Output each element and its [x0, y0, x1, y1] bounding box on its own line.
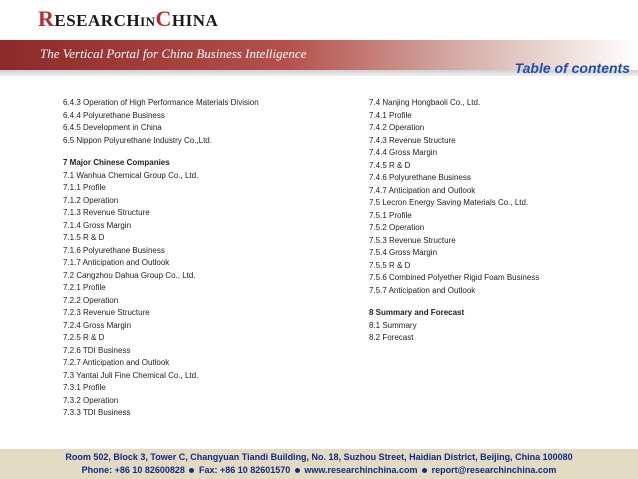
- toc-entry[interactable]: 7.4.4 Gross Margin: [369, 148, 438, 157]
- toc-entry[interactable]: 7.1.2 Operation: [63, 195, 119, 205]
- toc-entry[interactable]: 7.4.5 R & D: [369, 160, 411, 170]
- toc-entry[interactable]: 7.2.6 TDI Business: [63, 345, 131, 355]
- logo-word-in: IN: [140, 14, 156, 29]
- toc-entry[interactable]: 7.5.2 Operation: [369, 223, 425, 232]
- toc-entry[interactable]: 7.3.1 Profile: [63, 383, 106, 392]
- toc-entry[interactable]: 7.2.1 Profile: [63, 283, 106, 292]
- toc-entry[interactable]: 7.2 Cangzhou Dahua Group Co., Ltd.: [63, 270, 196, 280]
- toc-entry[interactable]: 7.5.3 Revenue Structure: [369, 235, 456, 245]
- toc-entry[interactable]: 7.3 Yantai Juli Fine Chemical Co., Ltd.: [63, 370, 199, 380]
- toc-entry[interactable]: 7.2.7 Anticipation and Outlook: [63, 358, 170, 367]
- toc-left-column: [63, 97, 353, 420]
- logo-word-research: ESEARCH: [54, 11, 141, 30]
- toc-entry[interactable]: 6.4.3 Operation of High Performance Materials Division: [63, 98, 259, 107]
- toc-entry[interactable]: 7.1.5 R & D: [63, 233, 105, 242]
- toc-entry[interactable]: 7.4 Nanjing Hongbaoli Co., Ltd.: [369, 98, 481, 107]
- toc-entry[interactable]: 7.1 Wanhua Chemical Group Co., Ltd.: [63, 170, 199, 180]
- toc-entry[interactable]: 6.5 Nippon Polyurethane Industry Co.,Ltd.: [63, 135, 212, 145]
- footer-fax: Fax: +86 10 82601570: [198, 465, 291, 475]
- toc-entry[interactable]: 7.4.2 Operation: [369, 123, 425, 132]
- toc-entry[interactable]: 7.4.1 Profile: [369, 110, 412, 120]
- logo-letter-c: C: [155, 6, 172, 31]
- toc-entry[interactable]: 7.5.5 R & D: [369, 260, 411, 270]
- toc-entry[interactable]: 7.4.3 Revenue Structure: [369, 135, 456, 145]
- tagline: The Vertical Portal for China Business Intelligence: [40, 46, 307, 61]
- page-title: Table of contents: [514, 60, 630, 76]
- toc-entry[interactable]: 7.1.1 Profile: [63, 183, 106, 192]
- toc-entry[interactable]: 7.1.7 Anticipation and Outlook: [63, 258, 170, 267]
- bullet-icon: [295, 468, 300, 473]
- toc-entry[interactable]: 7.1.3 Revenue Structure: [63, 208, 150, 217]
- section-gap: [369, 297, 634, 307]
- toc-entry[interactable]: 7.3.3 TDI Business: [63, 408, 131, 417]
- toc-entry[interactable]: 7.1.6 Polyurethane Business: [63, 245, 165, 255]
- toc-entry[interactable]: 8.1 Summary: [369, 320, 417, 330]
- bullet-icon: [189, 468, 194, 473]
- toc-entry[interactable]: 7.3.2 Operation: [63, 395, 119, 405]
- logo-letter-r: R: [38, 6, 55, 31]
- toc-section-heading[interactable]: 8 Summary and Forecast: [369, 308, 465, 317]
- toc-entry[interactable]: 7.2.2 Operation: [63, 295, 119, 305]
- toc-entry[interactable]: 7.4.6 Polyurethane Business: [369, 173, 471, 182]
- toc-entry[interactable]: 7.5 Lecron Energy Saving Materials Co., Ltd.: [369, 198, 529, 207]
- toc-section-heading[interactable]: 7 Major Chinese Companies: [63, 158, 170, 167]
- toc-entry[interactable]: 7.5.4 Gross Margin: [369, 248, 438, 257]
- bullet-icon: [422, 468, 427, 473]
- toc-entry[interactable]: 7.2.5 R & D: [63, 333, 105, 342]
- toc-entry[interactable]: 7.2.3 Revenue Structure: [63, 308, 150, 317]
- footer-website-link[interactable]: www.researchinchina.com: [304, 465, 418, 475]
- section-gap: [63, 147, 353, 157]
- footer-address: Room 502, Block 3, Tower C, Changyuan Tiandi Building, No. 18, Suzhou Street, Haidian District, Beijing, China 100080: [65, 452, 573, 462]
- toc-entry[interactable]: 6.4.5 Development in China: [63, 123, 162, 132]
- toc-entry[interactable]: 7.5.7 Anticipation and Outlook: [369, 285, 476, 295]
- footer-contact: [0, 465, 638, 475]
- toc-right-column: [369, 97, 634, 345]
- toc-entry[interactable]: 8.2 Forecast: [369, 333, 414, 342]
- researchinchina-logo[interactable]: [38, 6, 218, 32]
- logo-word-hina: HINA: [171, 11, 219, 30]
- toc-entry[interactable]: 6.4.4 Polyurethane Business: [63, 110, 165, 120]
- footer: [0, 449, 638, 479]
- toc-entry[interactable]: 7.2.4 Gross Margin: [63, 320, 132, 330]
- toc-entry[interactable]: 7.4.7 Anticipation and Outlook: [369, 185, 476, 195]
- toc-entry[interactable]: 7.1.4 Gross Margin: [63, 220, 132, 230]
- footer-phone: Phone: +86 10 82600828: [81, 465, 185, 475]
- toc-entry[interactable]: 7.5.6 Combined Polyether Rigid Foam Business: [369, 273, 540, 282]
- toc-entry[interactable]: 7.5.1 Profile: [369, 210, 412, 220]
- footer-email-link[interactable]: report@researchinchina.com: [431, 465, 557, 475]
